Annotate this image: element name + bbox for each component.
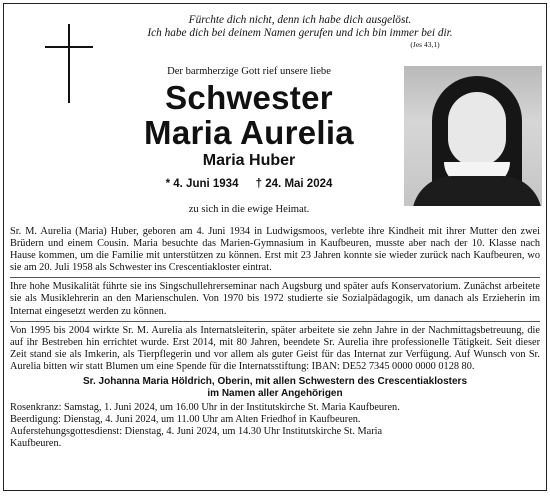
biography-paragraph: Ihre hohe Musikalität führte sie ins Singschullehrerseminar nach Augsburg und später aufs Konservatorium. Zunächst arbeitete sie als Musiklehrerin an den Marienschulen. Von 1970 bis 1972 studierte sie Sozialpädagogik, um danach als Erzieherin im Internat eingesetzt werden zu können. xyxy=(10,281,540,317)
signature xyxy=(10,376,540,400)
life-dates xyxy=(99,178,399,190)
obituary-notice xyxy=(3,3,547,491)
name-birth: Maria Huber xyxy=(202,152,296,169)
biography xyxy=(10,226,540,450)
service-list xyxy=(10,402,540,450)
portrait-photo xyxy=(404,66,542,206)
signature-line-1: Sr. Johanna Maria Höldrich, Oberin, mit allen Schwestern des Crescentiaklosters xyxy=(82,376,468,388)
name-religious: Maria Aurelia xyxy=(144,114,354,151)
divider xyxy=(10,321,540,322)
death-date: † 24. Mai 2024 xyxy=(255,178,333,190)
portrait-face xyxy=(448,92,506,166)
portrait-habit xyxy=(412,176,542,206)
divider xyxy=(10,277,540,278)
cross-icon xyxy=(68,24,70,103)
birth-date: * 4. Juni 1934 xyxy=(165,178,239,190)
biography-paragraph: Sr. M. Aurelia (Maria) Huber, geboren am 4. Juni 1934 in Ludwigsmoos, verlebte ihre Kindheit mit ihrer Mutter den zwei Brüdern und einem Cousin. Maria besuchte das Marien-Gymnasium in Kaufbeuren, musste aber nach der 10. Klasse nach Hause kommen, um die Familie mit unterstützen zu können. Erst mit 23 Jahren konnte sie wieder zurück nach Kaufbeuren, wo sie am 20. Juli 1958 als Schwester ins Crescentiakloster eintrat. xyxy=(10,226,540,274)
service-mass-location: Kaufbeuren. xyxy=(10,438,62,450)
verse-line-1: Fürchte dich nicht, denn ich habe dich ausgelöst. xyxy=(188,14,412,26)
verse-reference: (Jes 43,1) xyxy=(410,40,440,49)
signature-line-2: im Namen aller Angehörigen xyxy=(207,388,343,400)
intro-text: Der barmherzige Gott rief unsere liebe xyxy=(167,66,331,77)
biography-paragraph: Von 1995 bis 2004 wirkte Sr. M. Aurelia als Internatsleiterin, später arbeitete sie zehn Jahre in der Nachmittagsbetreuung, die auf ihr Bestreben hin errichtet wurde. Erst 2014, mit 80 Jahren, beendete Sr. Aurelia ihre professionelle Tätigkeit. Seit dieser Zeit stand sie als Imkerin, als Tierpflegerin und vor allem als guter Geist für das Internat zur Verfügung. Auf Wunsch von Sr. Aurelia bitten wir statt Blumen um eine Spende für die Internatsstiftung: IBAN: DE52 7345 0000 0000 0128 80. xyxy=(10,324,540,372)
bible-verse xyxy=(120,14,480,50)
cross-icon-bar xyxy=(45,46,93,48)
name-title: Schwester xyxy=(165,79,333,116)
service-funeral: Beerdigung: Dienstag, 4. Juni 2024, um 11.00 Uhr am Alten Friedhof in Kaufbeuren. xyxy=(10,414,361,426)
heimat-line: zu sich in die ewige Heimat. xyxy=(188,204,310,215)
service-mass: Auferstehungsgottesdienst: Dienstag, 4. Juni 2024, um 14.30 Uhr Institutskirche St. Maria xyxy=(10,426,383,438)
service-rosary: Rosenkranz: Samstag, 1. Juni 2024, um 16.00 Uhr in der Institutskirche St. Maria Kaufbeuren. xyxy=(10,402,400,414)
verse-line-2: Ich habe dich bei deinem Namen gerufen und ich bin immer bei dir. xyxy=(147,26,453,39)
